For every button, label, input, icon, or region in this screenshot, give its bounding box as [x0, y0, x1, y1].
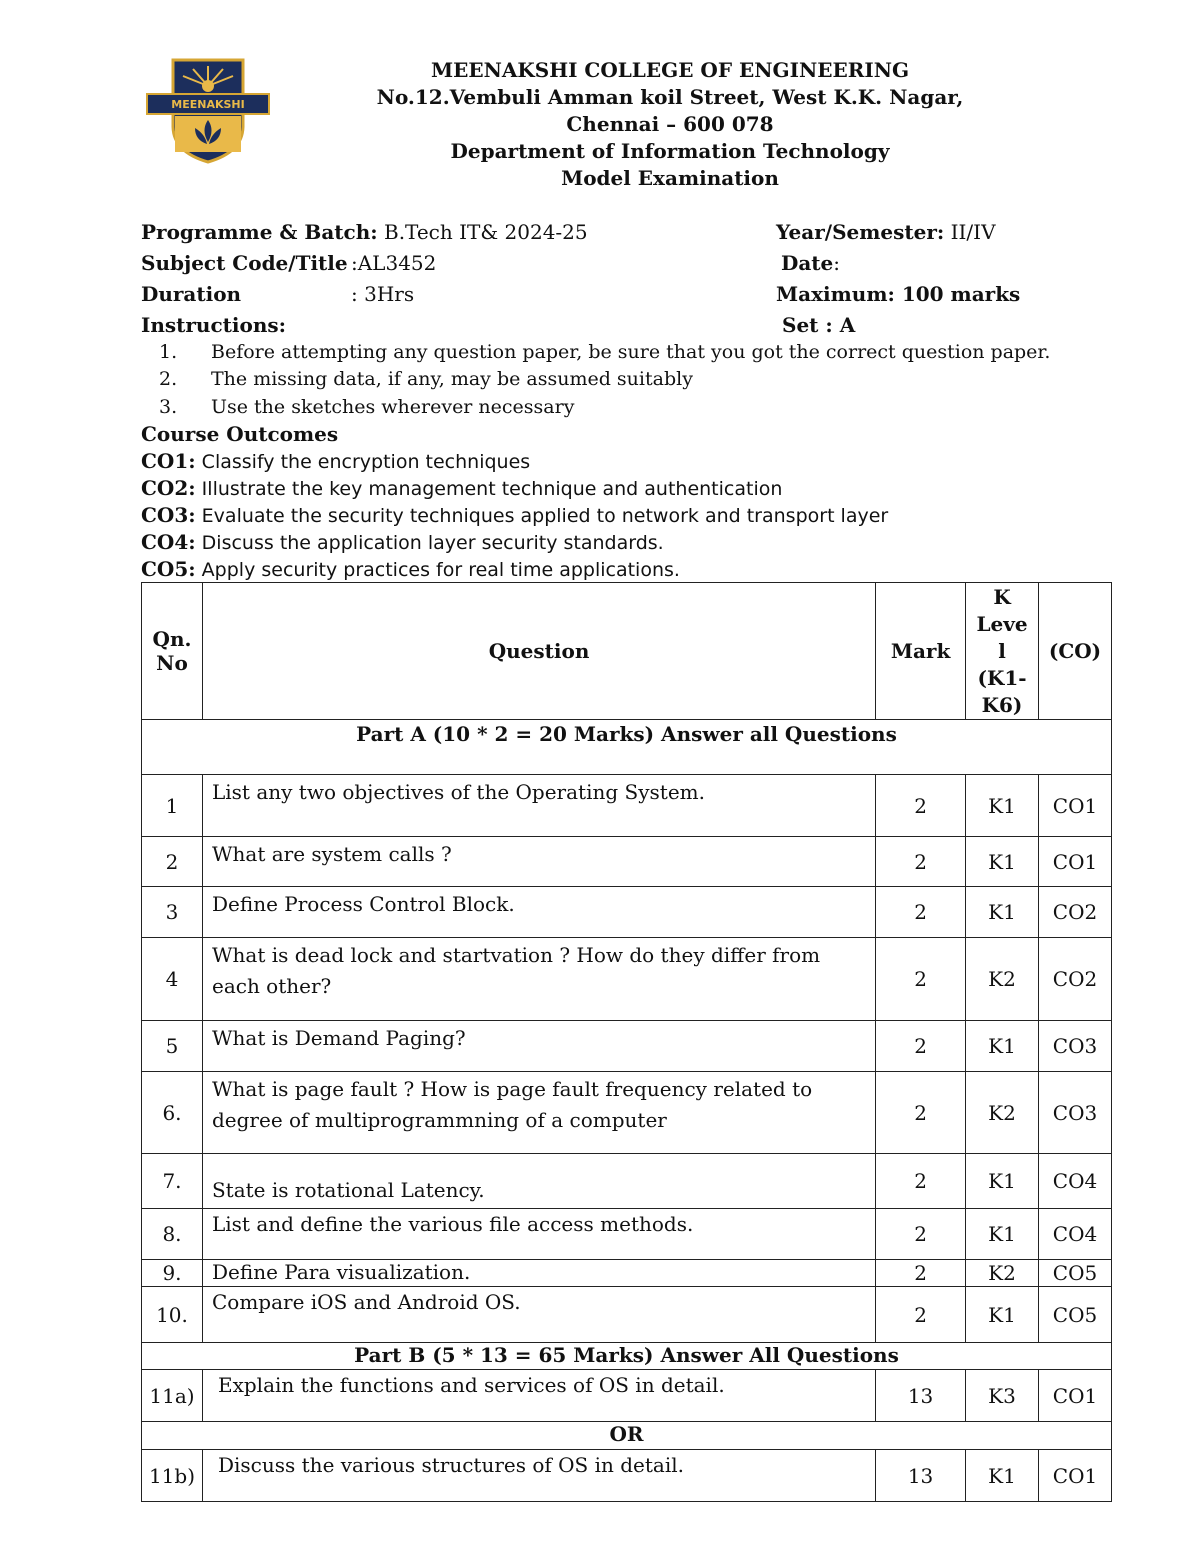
question-text: Discuss the various structures of OS in detail.: [202, 1450, 875, 1502]
question-k-level: K1: [966, 1154, 1039, 1209]
question-text: State is rotational Latency.: [202, 1154, 875, 1209]
table-header-row: [142, 583, 1112, 720]
instruction-text: The missing data, if any, may be assumed suitably: [211, 368, 693, 390]
question-text: What is dead lock and startvation ? How do they differ from each other?: [202, 938, 875, 1021]
question-k-level: K1: [966, 1209, 1039, 1260]
co-code: CO5:: [141, 557, 196, 581]
co-item: [141, 557, 680, 581]
co-code: CO2:: [141, 476, 196, 500]
question-text: What are system calls ?: [202, 837, 875, 887]
question-k-level: K1: [966, 1287, 1039, 1343]
question-text: Compare iOS and Android OS.: [202, 1287, 875, 1343]
question-text: List any two objectives of the Operating System.: [202, 775, 875, 837]
header-mark: Mark: [876, 583, 966, 720]
address-line-1: No.12.Vembuli Amman koil Street, West K.K. Nagar,: [376, 85, 964, 109]
instruction-text: Use the sketches wherever necessary: [211, 396, 575, 418]
or-label: OR: [142, 1422, 1112, 1450]
table-row: [142, 837, 1112, 887]
table-row: [142, 1287, 1112, 1343]
question-mark: 13: [876, 1450, 966, 1502]
programme-value: B.Tech IT& 2024-25: [377, 220, 588, 244]
part-a-row: [142, 720, 1112, 775]
exam-title: Model Examination: [561, 166, 779, 190]
department-name: Department of Information Technology: [450, 139, 890, 163]
subject-value: :AL3452: [351, 251, 437, 275]
question-mark: 2: [876, 1260, 966, 1287]
instruction-number: 1.: [159, 341, 178, 363]
table-row: [142, 938, 1112, 1021]
question-number: 2: [142, 837, 203, 887]
co-item: [141, 503, 888, 527]
question-text: Define Para visualization.: [202, 1260, 875, 1287]
question-mark: 2: [876, 1287, 966, 1343]
header-co: (CO): [1039, 583, 1112, 720]
co-item: [141, 449, 530, 473]
question-k-level: K1: [966, 837, 1039, 887]
question-co: CO4: [1039, 1209, 1112, 1260]
co-item: [141, 530, 664, 554]
table-row: [142, 1370, 1112, 1422]
question-mark: 2: [876, 938, 966, 1021]
question-number: 6.: [142, 1072, 203, 1154]
question-number: 3: [142, 887, 203, 938]
question-k-level: K2: [966, 1072, 1039, 1154]
maximum-marks: Maximum: 100 marks: [776, 282, 1021, 306]
part-b-heading: Part B (5 * 13 = 65 Marks) Answer All Questions: [142, 1343, 1112, 1370]
header-k-level: K Leve l (K1- K6): [966, 583, 1039, 720]
question-k-level: K1: [966, 1450, 1039, 1502]
co-code: CO1:: [141, 449, 196, 473]
question-number: 10.: [142, 1287, 203, 1343]
co-text: Classify the encryption techniques: [195, 451, 531, 473]
programme-label: Programme & Batch:: [141, 220, 378, 244]
co-text: Apply security practices for real time applications.: [195, 559, 680, 581]
question-mark: 2: [876, 1209, 966, 1260]
course-outcomes-title: Course Outcomes: [141, 422, 339, 446]
question-number: 11b): [142, 1450, 203, 1502]
co-text: Illustrate the key management technique and authentication: [195, 478, 783, 500]
table-row: [142, 1021, 1112, 1072]
question-text: What is page fault ? How is page fault frequency related to degree of multiprogrammning of a computer: [202, 1072, 875, 1154]
question-mark: 2: [876, 837, 966, 887]
table-row: [142, 1260, 1112, 1287]
question-co: CO4: [1039, 1154, 1112, 1209]
table-row: [142, 887, 1112, 938]
question-mark: 2: [876, 1021, 966, 1072]
question-number: 9.: [142, 1260, 203, 1287]
question-text: Define Process Control Block.: [202, 887, 875, 938]
college-logo: [145, 56, 271, 164]
subject-label: Subject Code/Title: [141, 251, 348, 275]
question-mark: 2: [876, 1154, 966, 1209]
question-mark: 2: [876, 1072, 966, 1154]
header-question: Question: [202, 583, 875, 720]
table-row: [142, 1072, 1112, 1154]
table-row: [142, 1450, 1112, 1502]
question-k-level: K1: [966, 887, 1039, 938]
question-co: CO5: [1039, 1287, 1112, 1343]
question-co: CO1: [1039, 837, 1112, 887]
question-k-level: K2: [966, 1260, 1039, 1287]
co-code: CO3:: [141, 503, 196, 527]
question-co: CO1: [1039, 1450, 1112, 1502]
question-k-level: K1: [966, 1021, 1039, 1072]
part-b-row: [142, 1343, 1112, 1370]
question-mark: 2: [876, 775, 966, 837]
co-text: Discuss the application layer security standards.: [195, 532, 664, 554]
question-co: CO3: [1039, 1021, 1112, 1072]
question-co: CO1: [1039, 775, 1112, 837]
table-row: [142, 775, 1112, 837]
co-item: [141, 476, 782, 500]
date-label: Date: [781, 251, 834, 275]
question-text: List and define the various file access methods.: [202, 1209, 875, 1260]
question-co: CO1: [1039, 1370, 1112, 1422]
duration-label: Duration: [141, 282, 242, 306]
question-number: 11a): [142, 1370, 203, 1422]
year-value: II/IV: [944, 220, 996, 244]
instruction-number: 3.: [159, 396, 178, 418]
part-a-heading: Part A (10 * 2 = 20 Marks) Answer all Questions: [142, 720, 1112, 775]
question-number: 4: [142, 938, 203, 1021]
header-qno: Qn. No: [142, 583, 203, 720]
set-label: Set : A: [782, 313, 856, 337]
instruction-text: Before attempting any question paper, be sure that you got the correct question paper.: [211, 341, 1051, 363]
instruction-number: 2.: [159, 368, 178, 390]
question-table: [141, 582, 1112, 1502]
or-row: [142, 1422, 1112, 1450]
table-row: [142, 1154, 1112, 1209]
co-text: Evaluate the security techniques applied to network and transport layer: [195, 505, 889, 527]
question-co: CO2: [1039, 887, 1112, 938]
question-co: CO2: [1039, 938, 1112, 1021]
question-k-level: K3: [966, 1370, 1039, 1422]
question-mark: 2: [876, 887, 966, 938]
co-code: CO4:: [141, 530, 196, 554]
year-label: Year/Semester:: [776, 220, 945, 244]
question-mark: 13: [876, 1370, 966, 1422]
duration-value: : 3Hrs: [351, 282, 415, 306]
question-number: 7.: [142, 1154, 203, 1209]
instructions-label: Instructions:: [141, 313, 287, 337]
logo-text: MEENAKSHI: [171, 98, 245, 111]
document-header: [320, 57, 1020, 192]
table-row: [142, 1209, 1112, 1260]
address-line-2: Chennai – 600 078: [566, 112, 774, 136]
question-k-level: K1: [966, 775, 1039, 837]
question-co: CO5: [1039, 1260, 1112, 1287]
college-name: MEENAKSHI COLLEGE OF ENGINEERING: [430, 58, 910, 82]
date-value: :: [833, 251, 841, 275]
question-co: CO3: [1039, 1072, 1112, 1154]
question-text: What is Demand Paging?: [202, 1021, 875, 1072]
question-number: 8.: [142, 1209, 203, 1260]
question-k-level: K2: [966, 938, 1039, 1021]
question-number: 5: [142, 1021, 203, 1072]
question-text: Explain the functions and services of OS in detail.: [202, 1370, 875, 1422]
question-number: 1: [142, 775, 203, 837]
